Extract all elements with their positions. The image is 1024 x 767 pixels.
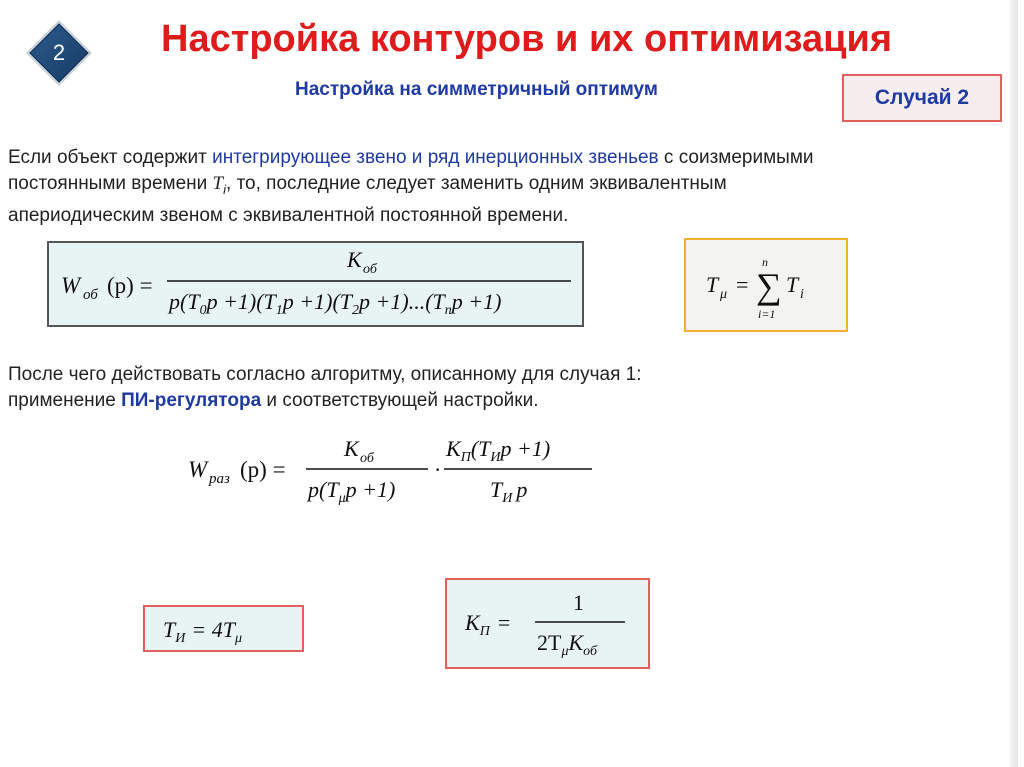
- formula-t-mu-sum: [686, 240, 846, 330]
- w-argument: (p) =: [240, 457, 286, 482]
- denominator: $p(T_0p +1)(T_1p +1)(T_2p +1)...(T_np +1)$: [169, 289, 502, 318]
- slide-subtitle: Настройка на симметричный оптимум: [295, 79, 658, 100]
- k-symbol: K: [347, 247, 362, 272]
- mu-subscript: μ: [720, 287, 728, 302]
- k-p-lhs: $K_П$ =: [465, 610, 511, 639]
- slide-edge-shadow: [1010, 0, 1018, 767]
- k-symbol: K: [344, 436, 359, 461]
- paragraph-line: [8, 145, 1008, 171]
- paragraph-line: апериодическим звеном с эквивалентной постоянной времени.: [8, 204, 569, 226]
- highlighted-text: ПИ-регулятора: [121, 390, 262, 411]
- slide-number: 2: [52, 40, 66, 65]
- i-subscript: i: [800, 287, 804, 302]
- t-i-expression: $T_И = 4T_\mu$: [163, 617, 242, 646]
- paragraph-line: [8, 388, 1008, 414]
- symbol-subscript: i: [223, 181, 227, 197]
- sum-symbol: ∑: [756, 266, 782, 306]
- formula-t-i-box: [143, 605, 304, 652]
- highlighted-text: интегрирующее звено и ряд инерционных звеньев: [212, 147, 659, 168]
- text-run: с соизмеримыми: [658, 147, 814, 168]
- paragraph-intro: [8, 145, 1008, 229]
- w-argument: (p) =: [107, 273, 153, 298]
- formula-w-raz-svg: [180, 430, 610, 520]
- slide-number-badge: [24, 18, 94, 88]
- paragraph-line: [8, 171, 1008, 203]
- text-run: применение: [8, 390, 122, 411]
- formula-t-i: [145, 607, 302, 650]
- numerator-pi: $K_П(T_Иp +1)$: [446, 436, 551, 465]
- formula-w-ob: [49, 243, 582, 325]
- k-subscript: об: [360, 451, 374, 466]
- w-subscript: об: [83, 287, 98, 303]
- case-label-box: [842, 74, 1002, 122]
- w-subscript: раз: [209, 471, 230, 487]
- symbol-T: T: [212, 173, 224, 194]
- formula-w-ob-box: [47, 241, 584, 327]
- denominator: $p(T_\mu p +1)$: [308, 477, 396, 506]
- text-run: Если объект содержит: [8, 147, 213, 168]
- text-run: и соответствующей настройки.: [261, 390, 539, 411]
- slide-title: Настройка контуров и их оптимизация: [161, 18, 893, 60]
- formula-t-mu-sum-box: [684, 238, 848, 332]
- sum-upper-limit: n: [762, 255, 768, 269]
- w-symbol: W: [61, 273, 81, 298]
- formula-k-p-box: [445, 578, 650, 669]
- k-p-denominator: $2T_\mu K_{об}$: [537, 630, 598, 659]
- text-run: постоянными времени: [8, 173, 213, 194]
- numerator-one: 1: [573, 590, 584, 615]
- multiply-dot: ·: [434, 457, 442, 482]
- t-i-symbol: T: [786, 272, 799, 297]
- t-symbol: T: [706, 272, 719, 297]
- equals-sign: =: [736, 272, 749, 297]
- paragraph-algorithm: [8, 362, 1008, 414]
- formula-w-raz: [180, 430, 610, 520]
- text-run: , то, последние следует заменить одним эквивалентным: [226, 173, 727, 194]
- w-symbol: W: [188, 457, 208, 482]
- case-label: Случай 2: [874, 86, 970, 109]
- sum-lower-limit: i=1: [758, 307, 776, 321]
- denominator-pi: $T_И$ p: [490, 477, 528, 506]
- paragraph-line: После чего действовать согласно алгоритму, описанному для случая 1:: [8, 364, 642, 385]
- formula-k-p: [447, 580, 648, 667]
- k-subscript: об: [363, 262, 377, 277]
